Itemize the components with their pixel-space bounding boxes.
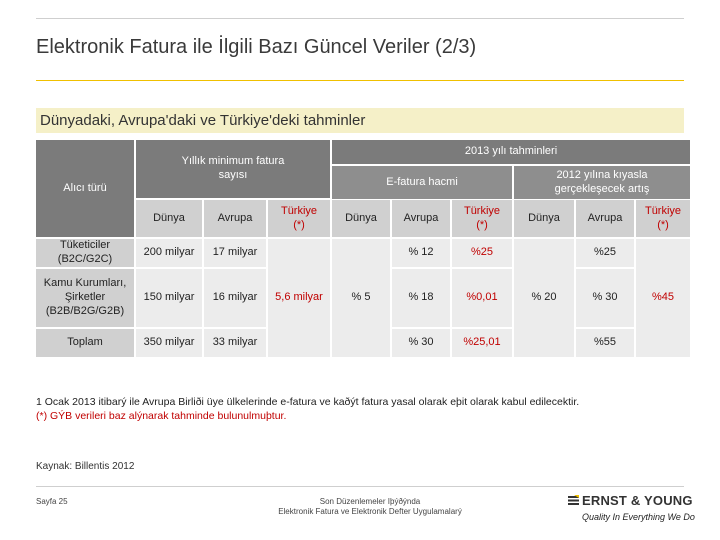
merged-annual-turkey: 5,6 milyar [268,239,330,357]
col-turkey-increase: Türkiye (*) [636,200,690,237]
slide-title: Elektronik Fatura ile İlgili Bazı Güncel Veriler (2/3) [36,36,477,58]
top-rule [36,18,684,19]
col-turkey-volume: Türkiye (*) [452,200,512,237]
page-number: Sayfa 25 [36,497,68,506]
row-label-consumers: Tüketiciler (B2C/G2C) [36,239,134,267]
footer-rule [36,486,684,487]
table-cell: %0,01 [452,269,512,327]
footer-center-text [250,497,490,518]
col-world-annual: Dünya [136,200,202,237]
merged-increase-turkey: %45 [636,239,690,357]
table-cell: %25,01 [452,329,512,357]
table-cell: 16 milyar [204,269,266,327]
note-eu-equivalence: 1 Ocak 2013 itibarý ile Avrupa Birliði üye ülkelerinde e-fatura ve kaðýt fatura yasal olarak eþit olarak kabul edilecektir. [36,396,580,408]
header-2013-estimates: 2013 yılı tahminleri [332,140,690,164]
col-europe-volume: Avrupa [392,200,450,237]
header-annual-min: Yıllık minimum fatura sayısı [136,140,330,198]
footer-line-2: Elektronik Fatura ve Elektronik Defter Uygulamalarý [278,507,462,517]
col-world-volume: Dünya [332,200,390,237]
table-cell: 17 milyar [204,239,266,267]
table-cell: %25 [576,239,634,267]
col-europe-increase: Avrupa [576,200,634,237]
table-cell: 200 milyar [136,239,202,267]
source-note: Kaynak: Billentis 2012 [36,461,135,472]
row-label-public: Kamu Kurumları, Şirketler (B2B/B2G/G2B) [36,269,134,327]
row-label-total: Toplam [36,329,134,357]
table-cell: % 18 [392,269,450,327]
col-world-increase: Dünya [514,200,574,237]
table-cell: 33 milyar [204,329,266,357]
table-cell: % 30 [576,269,634,327]
merged-volume-world: % 5 [332,239,390,357]
logo-tagline: Quality In Everything We Do [582,512,695,522]
col-europe-annual: Avrupa [204,200,266,237]
table-cell: %25 [452,239,512,267]
note-gib-footnote: (*) GÝB verileri baz alýnarak tahminde bulunulmuþtur. [36,410,287,422]
merged-increase-world: % 20 [514,239,574,357]
ernst-young-logo [568,493,695,533]
header-einvoice-volume: E-fatura hacmi [332,166,512,199]
table-cell: %55 [576,329,634,357]
title-underline [36,80,684,81]
logo-name: ERNST & YOUNG [582,493,693,508]
footer-line-1: Son Düzenlemeler Iþýðýnda [319,497,421,506]
table-cell: 150 milyar [136,269,202,327]
table-cell: % 30 [392,329,450,357]
header-buyer-type: Alıcı türü [36,140,134,237]
table-cell: 350 milyar [136,329,202,357]
header-increase-2012: 2012 yılına kıyasla gerçekleşecek artış [514,166,690,199]
logo-mark-icon [568,495,579,506]
table-cell: % 12 [392,239,450,267]
col-turkey-annual: Türkiye (*) [268,200,330,237]
slide-subtitle: Dünyadaki, Avrupa'daki ve Türkiye'deki tahminler [40,112,366,129]
